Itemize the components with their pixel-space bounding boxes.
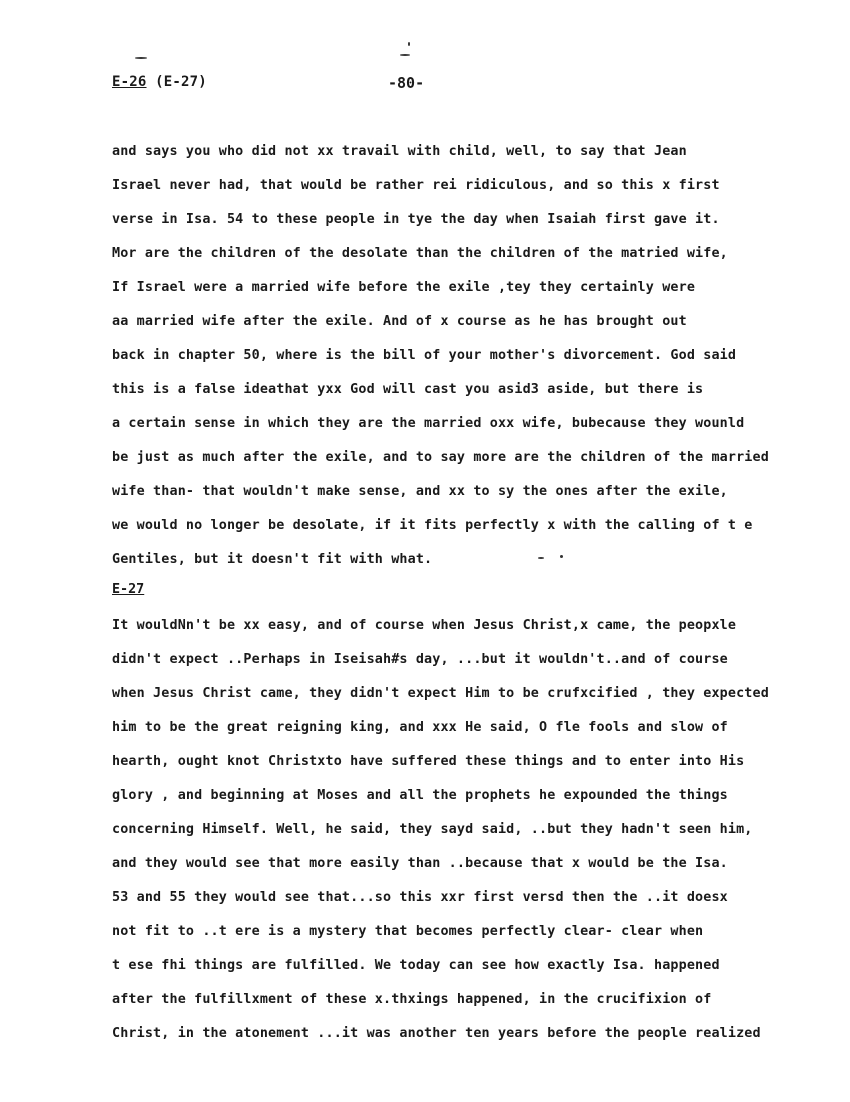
scan-speck — [408, 42, 410, 46]
reference-code: E-26 — [112, 74, 147, 90]
text-line: didn't expect ..Perhaps in Iseisah#s day, ...but it wouldn't..and of course — [112, 652, 728, 667]
text-line: this is a false ideathat yxx God will cast you asid3 aside, but there is — [112, 382, 704, 397]
text-line: It wouldNn't be xx easy, and of course when Jesus Christ,x came, the peopxle — [112, 618, 737, 633]
text-line: not fit to ..t ere is a mystery that becomes perfectly clear- clear when — [112, 924, 704, 939]
text-line: Mor are the children of the desolate than the children of the matried wife, — [112, 246, 728, 261]
text-line: back in chapter 50, where is the bill of your mother's divorcement. God said — [112, 348, 737, 363]
text-line: glory , and beginning at Moses and all the prophets he expounded the things — [112, 788, 728, 803]
text-line: we would no longer be desolate, if it fits perfectly x with the calling of t e — [112, 518, 753, 533]
text-line: him to be the great reigning king, and xxx He said, O fle fools and slow of — [112, 720, 728, 735]
reference-code-alt: (E-27) — [155, 74, 207, 90]
scan-speck — [400, 54, 410, 56]
text-line: hearth, ought knot Christxto have suffered these things and to enter into His — [112, 754, 745, 769]
text-line: Israel never had, that would be rather rei ridiculous, and so this x first — [112, 178, 720, 193]
text-line: and says you who did not xx travail with child, well, to say that Jean — [112, 144, 687, 159]
scan-speck — [538, 557, 544, 559]
text-line: wife than- that wouldn't make sense, and xx to sy the ones after the exile, — [112, 484, 728, 499]
text-line: Christ, in the atonement ...it was another ten years before the people realized — [112, 1026, 761, 1041]
text-line: Gentiles, but it doesn't fit with what. — [112, 552, 433, 567]
page-number: -80- — [388, 74, 425, 92]
text-line: 53 and 55 they would see that...so this xxr first versd then the ..it doesx — [112, 890, 728, 905]
text-line: t ese fhi things are fulfilled. We today can see how exactly Isa. happened — [112, 958, 720, 973]
text-line: when Jesus Christ came, they didn't expect Him to be crufxcified , they expected — [112, 686, 769, 701]
text-line: concerning Himself. Well, he said, they sayd said, ..but they hadn't seen him, — [112, 822, 753, 837]
text-line: a certain sense in which they are the married oxx wife, bubecause they wounld — [112, 416, 745, 431]
page-reference — [112, 74, 207, 90]
section-marker: E-27 — [112, 582, 145, 597]
text-line: If Israel were a married wife before the exile ,tey they certainly were — [112, 280, 696, 295]
text-line: verse in Isa. 54 to these people in tye the day when Isaiah first gave it. — [112, 212, 720, 227]
text-line: aa married wife after the exile. And of x course as he has brought out — [112, 314, 687, 329]
scan-speck — [560, 555, 563, 558]
text-line: be just as much after the exile, and to say more are the children of the married — [112, 450, 769, 465]
text-line: and they would see that more easily than ..because that x would be the Isa. — [112, 856, 728, 871]
scan-speck — [135, 57, 147, 59]
text-line: after the fulfillxment of these x.thxings happened, in the crucifixion of — [112, 992, 712, 1007]
